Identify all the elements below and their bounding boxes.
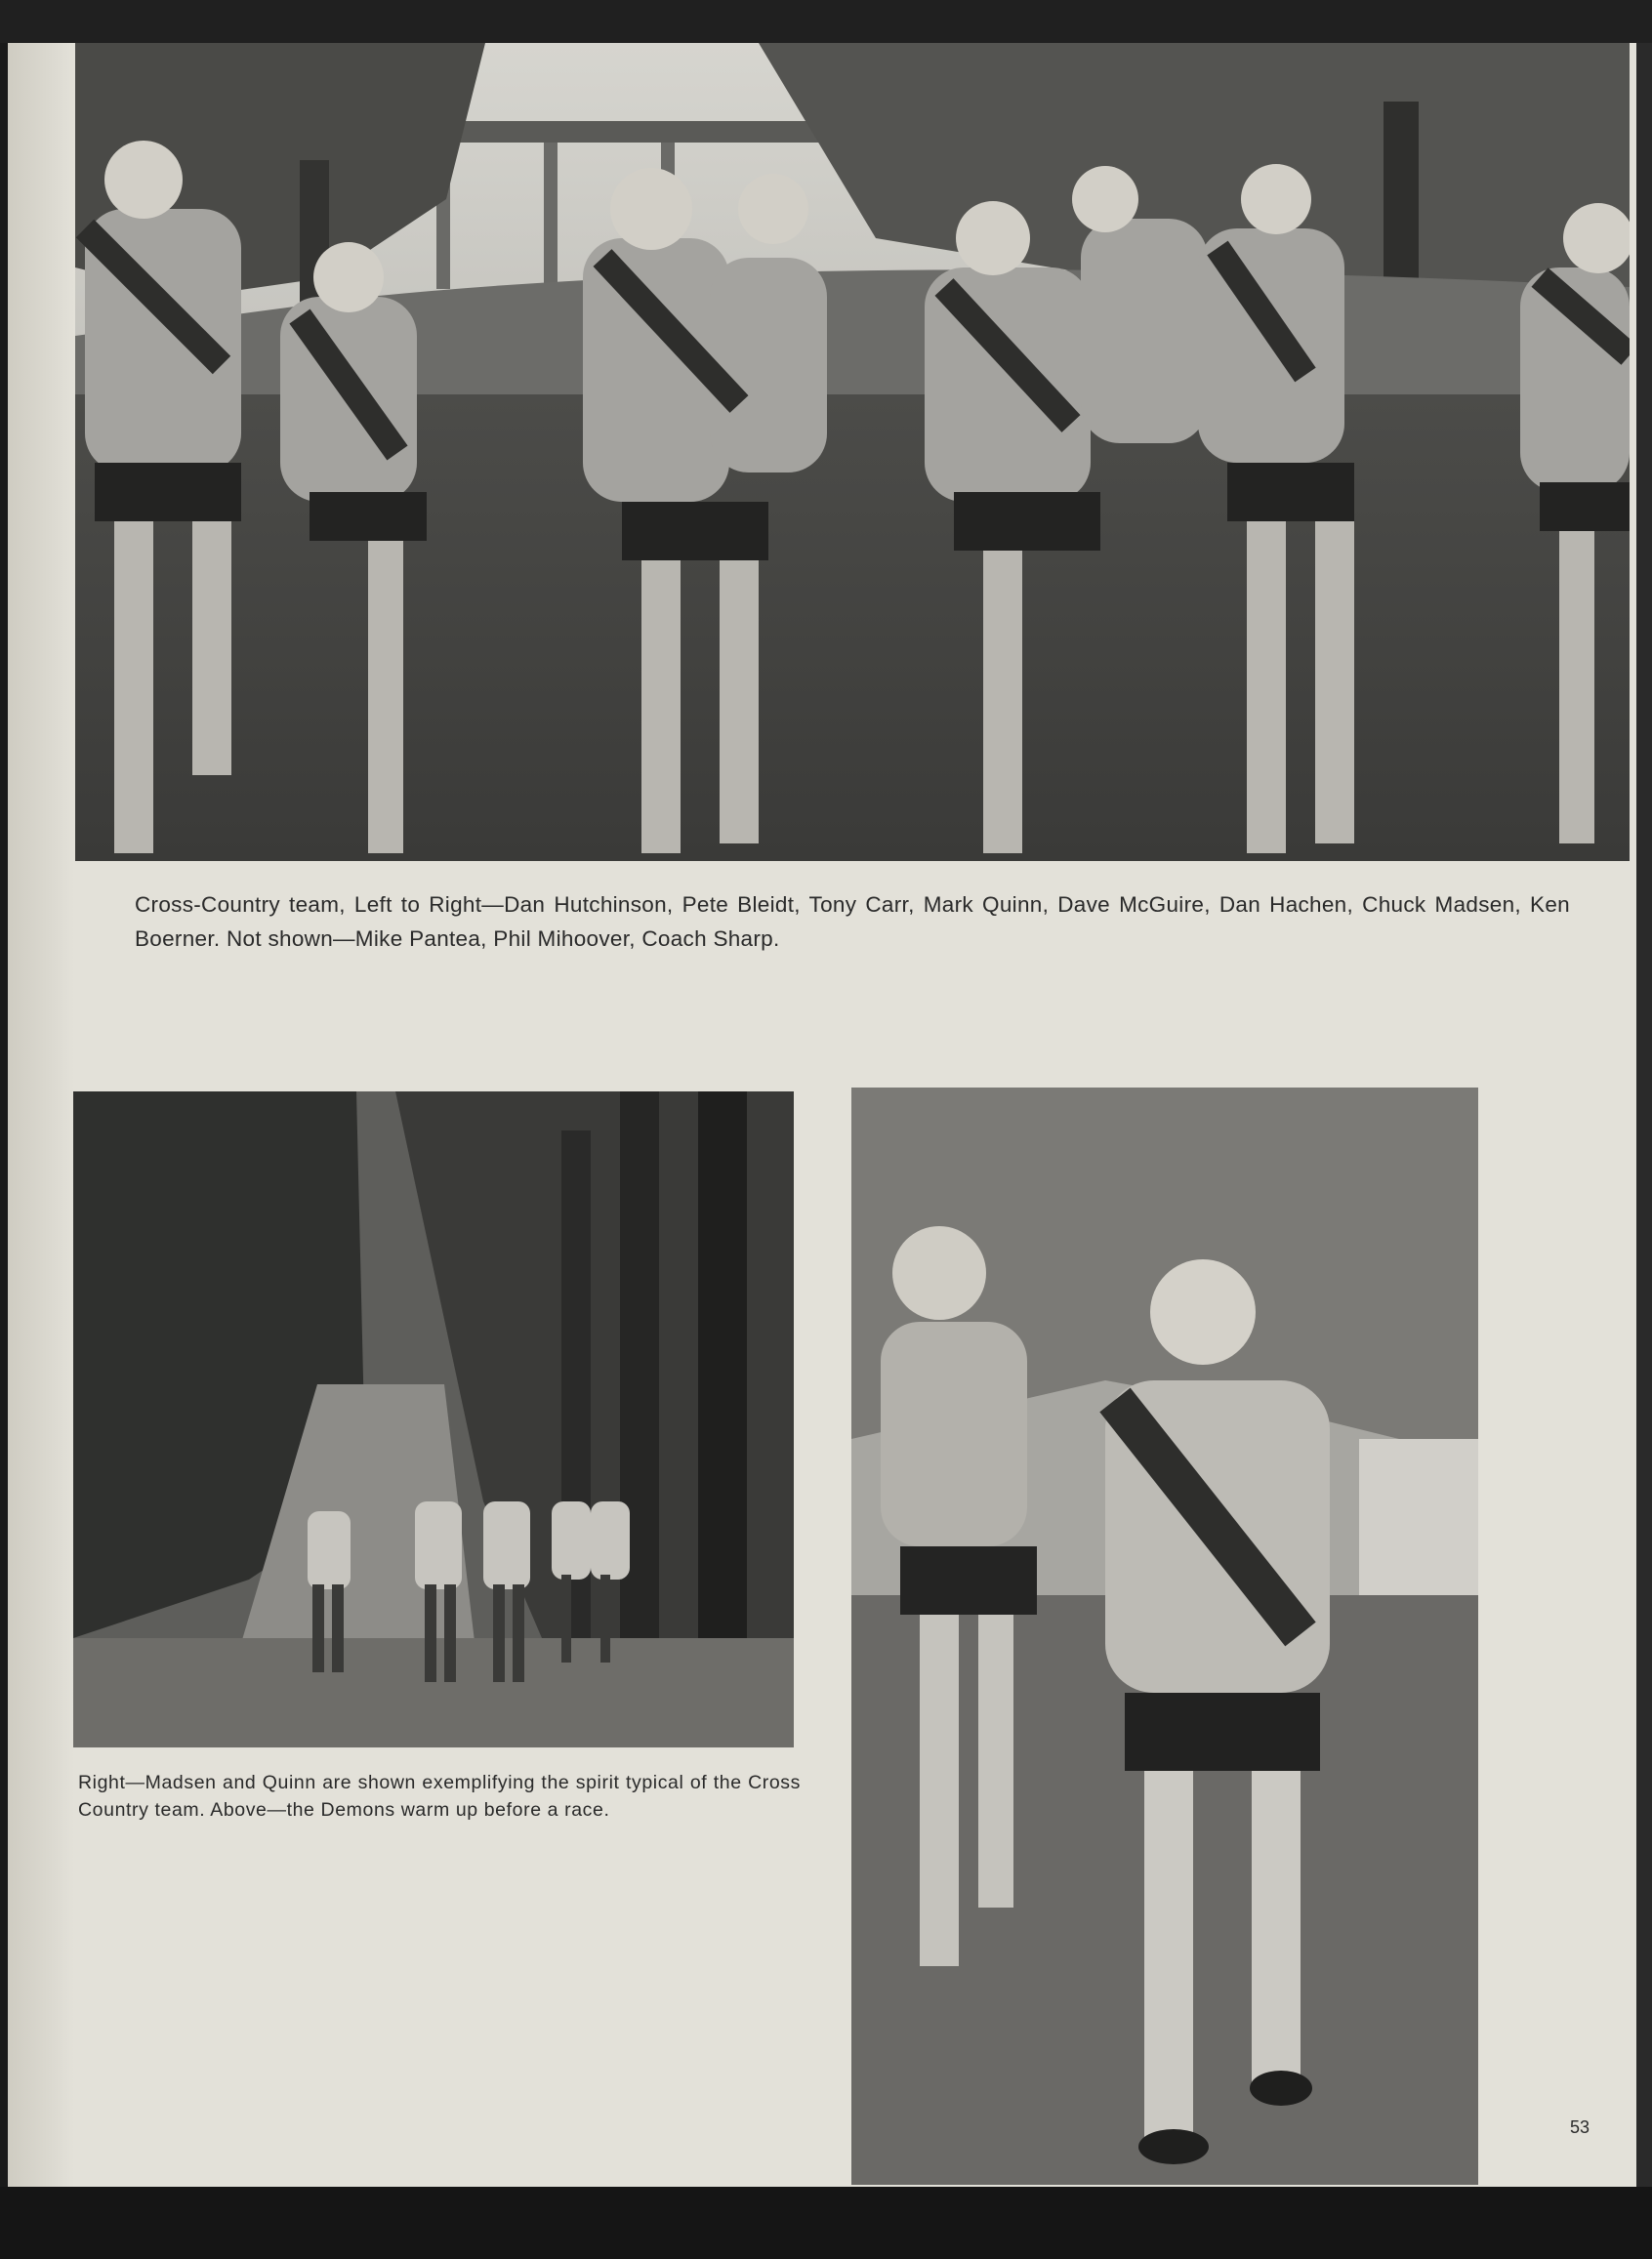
team-photo-caption: Cross-Country team, Left to Right—Dan Hutchinson, Pete Bleidt, Tony Carr, Mark Quinn, Dave McGuire, Dan Hachen, Chuck Madsen, Ken Boerner. Not shown—Mike Pantea, Phil Mihoover, Coach Sharp.: [135, 892, 1570, 951]
warmup-photo: [73, 1091, 794, 1747]
spirit-photo: [851, 1088, 1478, 2185]
team-photo-image: [75, 43, 1630, 861]
page-number: 53: [1570, 2117, 1590, 2137]
scanner-top-border: [0, 0, 1652, 43]
page-right-edge: [1636, 43, 1652, 2187]
warmup-photo-image: [73, 1091, 794, 1747]
yearbook-page: [8, 43, 1636, 2187]
spirit-photo-image: [851, 1088, 1478, 2185]
scanner-bottom-border: [0, 2187, 1652, 2259]
page-binding-strip: [8, 43, 74, 2187]
spirit-caption: Right—Madsen and Quinn are shown exemplifying the spirit typical of the Cross Country team. Above—the Demons warm up before a race.: [78, 1772, 801, 1821]
team-photo: [75, 43, 1630, 861]
